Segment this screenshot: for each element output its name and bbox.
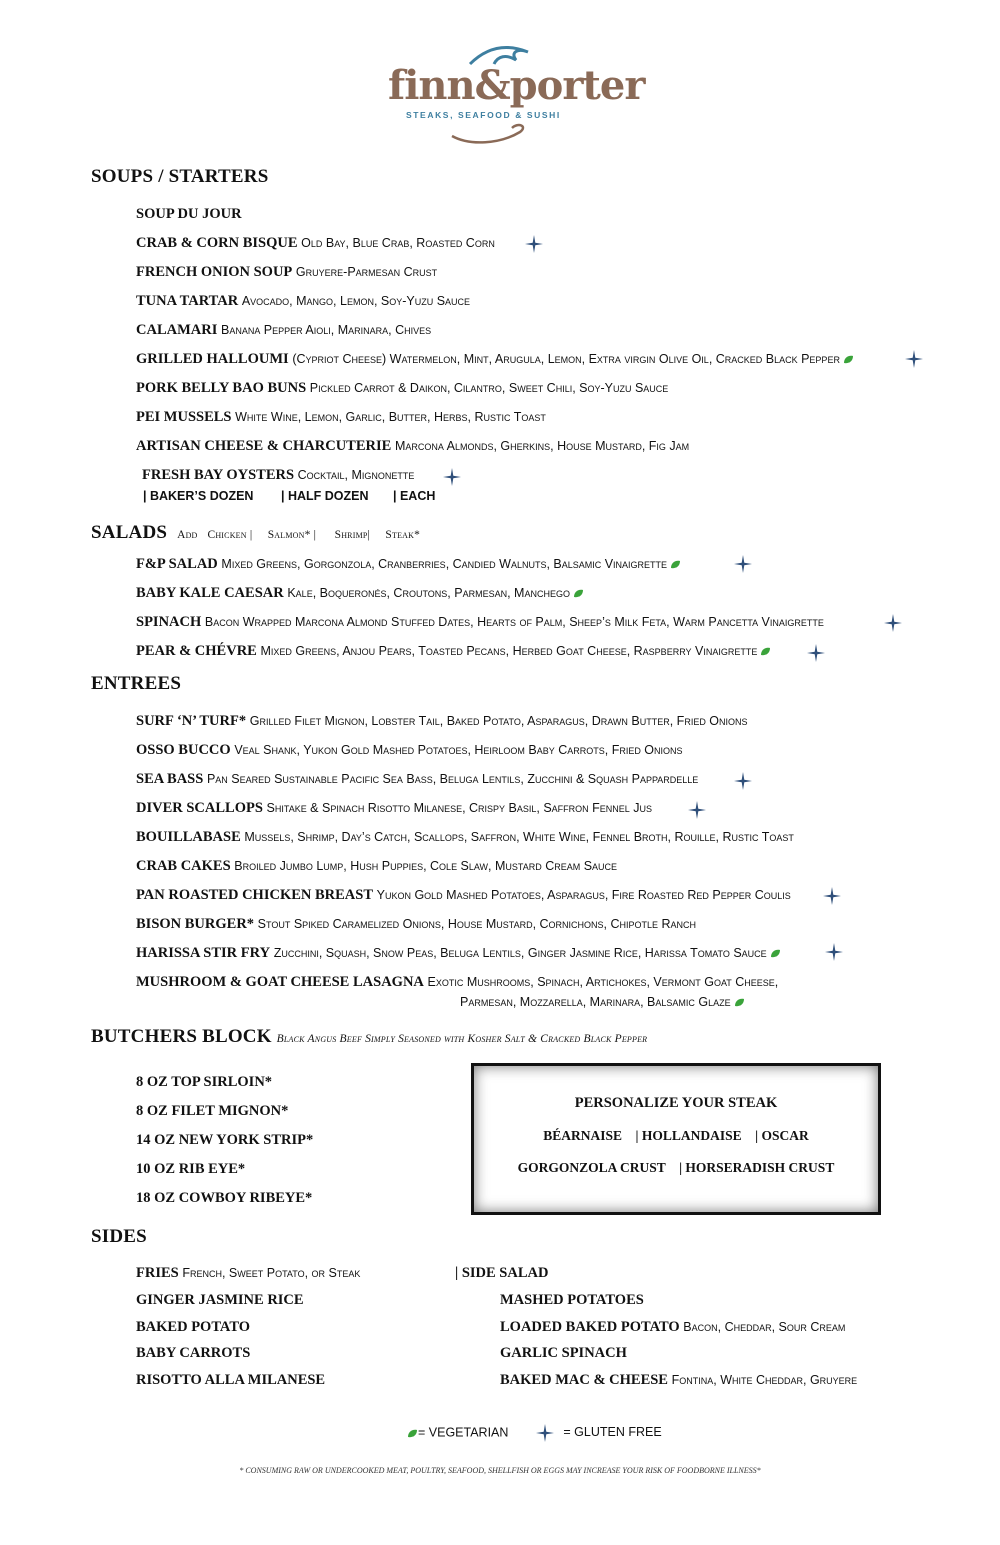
personalize-steak-box	[471, 1063, 881, 1215]
gluten-free-star-icon	[734, 555, 752, 573]
brand-name: finn&porter	[388, 62, 645, 109]
salad-add-options: Chicken | Salmon* | Shrimp| Steak*	[207, 529, 421, 541]
section-title-sides: SIDES	[91, 1226, 147, 1247]
menu-item: SURF ‘N’ TURF* Grilled Filet Mignon, Lobster Tail, Baked Potato, Asparagus, Drawn Butter, Fried Onions	[136, 713, 748, 729]
menu-item: PORK BELLY BAO BUNS Pickled Carrot & Daikon, Cilantro, Sweet Chili, Soy-Yuzu Sauce	[136, 380, 669, 396]
brand-tagline: STEAKS, SEAFOOD & SUSHI	[406, 110, 561, 120]
vegetarian-leaf-icon	[670, 560, 681, 569]
menu-item: CRAB CAKES Broiled Jumbo Lump, Hush Puppies, Cole Slaw, Mustard Cream Sauce	[136, 858, 618, 874]
swirl-icon	[450, 122, 530, 146]
side-item: GARLIC SPINACH	[500, 1345, 627, 1361]
menu-item: SOUP DU JOUR	[136, 206, 242, 222]
legend	[404, 1424, 662, 1442]
gluten-free-star-icon	[536, 1424, 554, 1442]
butchers-note: Black Angus Beef Simply Seasoned with Kosher Salt & Cracked Black Pepper	[276, 1033, 648, 1045]
health-disclaimer: * CONSUMING RAW OR UNDERCOOKED MEAT, POULTRY, SEAFOOD, SHELLFISH OR EGGS MAY INCREASE YOUR RISK OF FOODBORNE ILLNESS*	[239, 1466, 761, 1475]
personalize-crusts: GORGONZOLA CRUST | HORSERADISH CRUST	[517, 1160, 835, 1175]
section-title-soups: SOUPS / STARTERS	[91, 166, 269, 187]
menu-item: FRENCH ONION SOUP Gruyere-Parmesan Crust	[136, 264, 438, 280]
legend-gluten-free: = GLUTEN FREE	[563, 1425, 662, 1440]
menu-item: CRAB & CORN BISQUE Old Bay, Blue Crab, Roasted Corn	[136, 235, 495, 251]
personalize-sauces: BÉARNAISE | HOLLANDAISE | OSCAR	[543, 1128, 809, 1143]
vegetarian-leaf-icon	[573, 589, 584, 598]
steak-item: 8 OZ FILET MIGNON*	[136, 1103, 289, 1119]
steak-item: 14 OZ NEW YORK STRIP*	[136, 1132, 314, 1148]
menu-item: F&P SALAD Mixed Greens, Gorgonzola, Cranberries, Candied Walnuts, Balsamic Vinaigrette	[136, 556, 681, 573]
gluten-free-star-icon	[734, 772, 752, 790]
gluten-free-star-icon	[525, 235, 543, 253]
vegetarian-leaf-icon	[407, 1429, 418, 1438]
menu-item-desc-continued: Parmesan, Mozzarella, Marinara, Balsamic Glaze	[460, 995, 745, 1009]
steak-item: 8 OZ TOP SIRLOIN*	[136, 1074, 273, 1090]
section-title-salads: SALADS Add Chicken | Salmon* | Shrimp| Steak*	[91, 522, 421, 543]
side-item: MASHED POTATOES	[500, 1292, 644, 1308]
menu-item: DIVER SCALLOPS Shitake & Spinach Risotto Milanese, Crispy Basil, Saffron Fennel Jus	[136, 800, 653, 816]
menu-item: BISON BURGER* Stout Spiked Caramelized Onions, House Mustard, Cornichons, Chipotle Ranch	[136, 916, 697, 932]
side-item: BABY CARROTS	[136, 1345, 251, 1361]
menu-item: OSSO BUCCO Veal Shank, Yukon Gold Mashed Potatoes, Heirloom Baby Carrots, Fried Onions	[136, 742, 683, 758]
menu-item: GRILLED HALLOUMI (Cypriot Cheese) Watermelon, Mint, Arugula, Lemon, Extra virgin Olive Oil, Cracked Black Pepper	[136, 351, 854, 368]
vegetarian-leaf-icon	[734, 998, 745, 1007]
gluten-free-star-icon	[688, 801, 706, 819]
side-item: RISOTTO ALLA MILANESE	[136, 1372, 326, 1388]
steak-item: 10 OZ RIB EYE*	[136, 1161, 246, 1177]
gluten-free-star-icon	[884, 614, 902, 632]
section-title-butchers: BUTCHERS BLOCK Black Angus Beef Simply Seasoned with Kosher Salt & Cracked Black Pepper	[91, 1026, 648, 1047]
vegetarian-leaf-icon	[843, 355, 854, 364]
gluten-free-star-icon	[443, 468, 461, 486]
menu-item: PEAR & CHÉVRE Mixed Greens, Anjou Pears, Toasted Pecans, Herbed Goat Cheese, Raspberry Vinaigrette	[136, 643, 771, 660]
gluten-free-star-icon	[823, 887, 841, 905]
vegetarian-leaf-icon	[770, 949, 781, 958]
menu-item: CALAMARI Banana Pepper Aioli, Marinara, Chives	[136, 322, 432, 338]
gluten-free-star-icon	[905, 350, 923, 368]
oyster-option: | BAKER’S DOZEN	[143, 489, 254, 503]
menu-item: PAN ROASTED CHICKEN BREAST Yukon Gold Mashed Potatoes, Asparagus, Fire Roasted Red Pepper Coulis	[136, 887, 791, 903]
section-title-entrees: ENTREES	[91, 673, 182, 694]
menu-item: BABY KALE CAESAR Kale, Boqueronés, Croutons, Parmesan, Manchego	[136, 585, 584, 602]
vegetarian-leaf-icon	[760, 647, 771, 656]
gluten-free-star-icon	[807, 644, 825, 662]
side-item: | SIDE SALAD	[455, 1265, 549, 1281]
side-item: LOADED BAKED POTATO Bacon, Cheddar, Sour Cream	[500, 1319, 846, 1335]
menu-item: HARISSA STIR FRY Zucchini, Squash, Snow Peas, Beluga Lentils, Ginger Jasmine Rice, Harissa Tomato Sauce	[136, 945, 781, 962]
menu-item: ARTISAN CHEESE & CHARCUTERIE Marcona Almonds, Gherkins, House Mustard, Fig Jam	[136, 438, 690, 454]
menu-item: TUNA TARTAR Avocado, Mango, Lemon, Soy-Yuzu Sauce	[136, 293, 471, 309]
legend-vegetarian: = VEGETARIAN	[418, 1425, 509, 1440]
menu-item: SPINACH Bacon Wrapped Marcona Almond Stuffed Dates, Hearts of Palm, Sheep’s Milk Feta, Warm Pancetta Vinaigrette	[136, 614, 824, 630]
menu-item: FRESH BAY OYSTERS Cocktail, Mignonette	[142, 467, 415, 483]
menu-item: BOUILLABASE Mussels, Shrimp, Day’s Catch, Scallops, Saffron, White Wine, Fennel Broth, Rouille, Rustic Toast	[136, 829, 794, 845]
menu-item: SEA BASS Pan Seared Sustainable Pacific Sea Bass, Beluga Lentils, Zucchini & Squash Pappardelle	[136, 771, 699, 787]
menu-item: MUSHROOM & GOAT CHEESE LASAGNA Exotic Mushrooms, Spinach, Artichokes, Vermont Goat Cheese,	[136, 974, 779, 990]
side-item: BAKED POTATO	[136, 1319, 251, 1335]
salad-add-label: Add	[177, 529, 198, 541]
side-item: BAKED MAC & CHEESE Fontina, White Cheddar, Gruyere	[500, 1372, 858, 1388]
side-item: FRIES French, Sweet Potato, or Steak	[136, 1265, 361, 1281]
oyster-option: | EACH	[393, 489, 436, 503]
gluten-free-star-icon	[825, 943, 843, 961]
oyster-option: | HALF DOZEN	[281, 489, 369, 503]
personalize-title: PERSONALIZE YOUR STEAK	[574, 1095, 778, 1111]
steak-item: 18 OZ COWBOY RIBEYE*	[136, 1190, 313, 1206]
brand-logo	[388, 44, 645, 152]
menu-item: PEI MUSSELS White Wine, Lemon, Garlic, Butter, Herbs, Rustic Toast	[136, 409, 546, 425]
side-item: GINGER JASMINE RICE	[136, 1292, 304, 1308]
